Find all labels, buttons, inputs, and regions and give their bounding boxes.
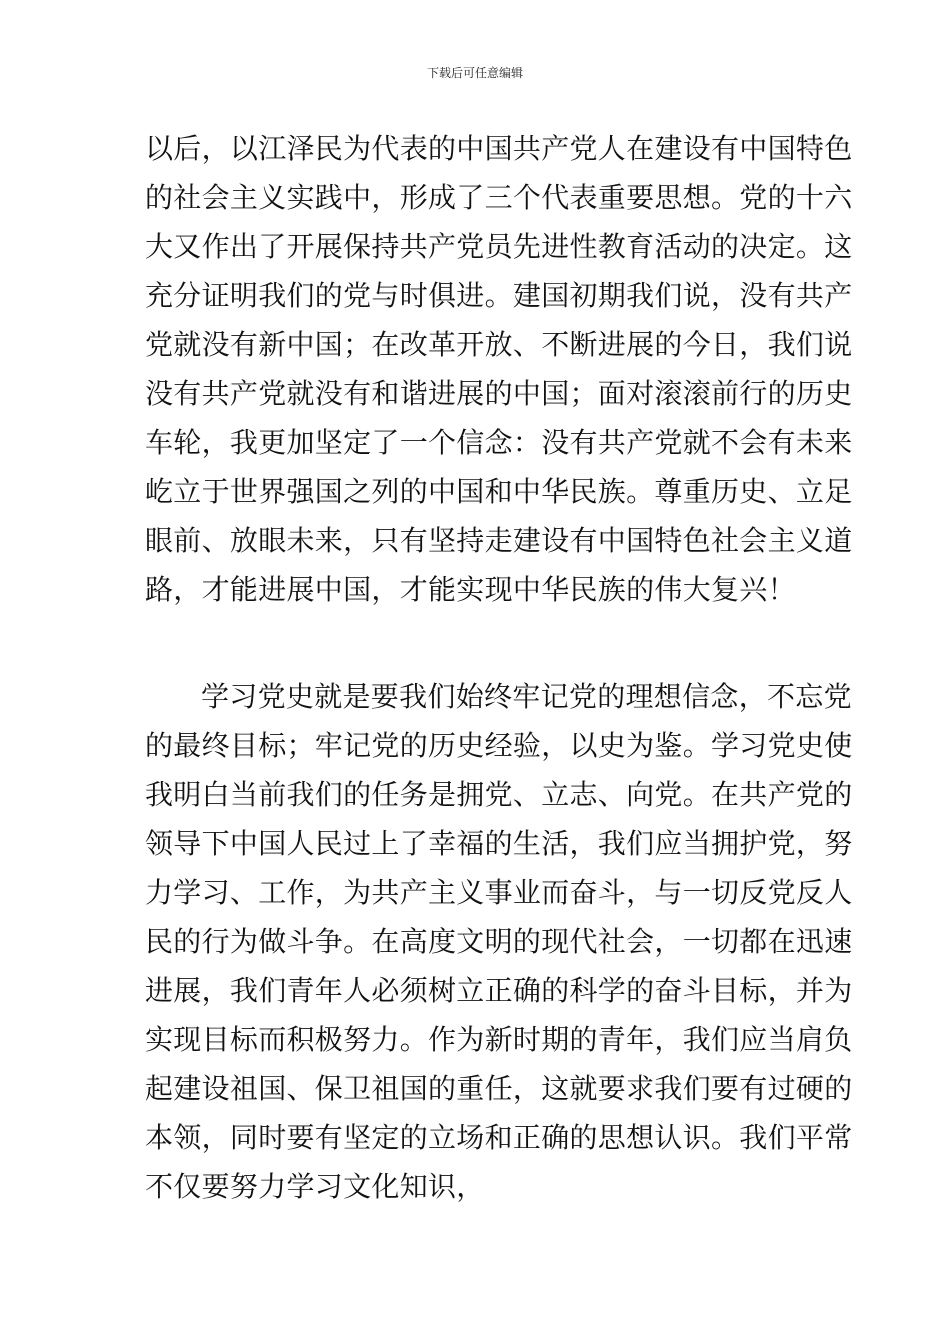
- paragraph-line: 屹立于世界强国之列的中国和中华民族。尊重历史、立足: [145, 475, 853, 508]
- paragraph-line: 力学习、工作，为共产主义事业而奋斗，与一切反党反人: [145, 876, 853, 909]
- paragraph-line: 车轮，我更加坚定了一个信念：没有共产党就不会有未来: [145, 426, 853, 459]
- paragraph-line: 没有共产党就没有和谐进展的中国；面对滚滚前行的历史: [145, 377, 853, 410]
- paragraph-1: [145, 124, 853, 614]
- paragraph-line: 充分证明我们的党与时俱进。建国初期我们说，没有共产: [145, 279, 853, 312]
- paragraph-line: 的社会主义实践中，形成了三个代表重要思想。党的十六: [145, 181, 853, 214]
- paragraph-line: 起建设祖国、保卫祖国的重任，这就要求我们要有过硬的: [145, 1072, 853, 1105]
- paragraph-line: 党就没有新中国；在改革开放、不断进展的今日，我们说: [145, 328, 853, 361]
- paragraph-line: 我明白当前我们的任务是拥党、立志、向党。在共产党的: [145, 778, 853, 811]
- paragraph-line: 领导下中国人民过上了幸福的生活，我们应当拥护党，努: [145, 827, 853, 860]
- paragraph-line: 的最终目标；牢记党的历史经验，以史为鉴。学习党史使: [145, 729, 853, 762]
- page-header: 下载后可任意编辑: [426, 66, 523, 80]
- paragraph-line: 眼前、放眼未来，只有坚持走建设有中国特色社会主义道: [145, 524, 853, 557]
- paragraph-line: 路，才能进展中国，才能实现中华民族的伟大复兴！: [145, 573, 796, 606]
- paragraph-2: [145, 672, 853, 1211]
- paragraph-line: 以后，以江泽民为代表的中国共产党人在建设有中国特色: [145, 132, 853, 165]
- paragraph-line: 进展，我们青年人必须树立正确的科学的奋斗目标，并为: [145, 974, 853, 1007]
- paragraph-line-indented: 学习党史就是要我们始终牢记党的理想信念，不忘党: [201, 680, 852, 713]
- paragraph-line: 民的行为做斗争。在高度文明的现代社会，一切都在迅速: [145, 925, 853, 958]
- paragraph-line: 不仅要努力学习文化知识，: [145, 1170, 485, 1203]
- paragraph-line: 大又作出了开展保持共产党员先进性教育活动的决定。这: [145, 230, 853, 263]
- paragraph-line: 实现目标而积极努力。作为新时期的青年，我们应当肩负: [145, 1023, 853, 1056]
- paragraph-line: 本领，同时要有坚定的立场和正确的思想认识。我们平常: [145, 1121, 853, 1154]
